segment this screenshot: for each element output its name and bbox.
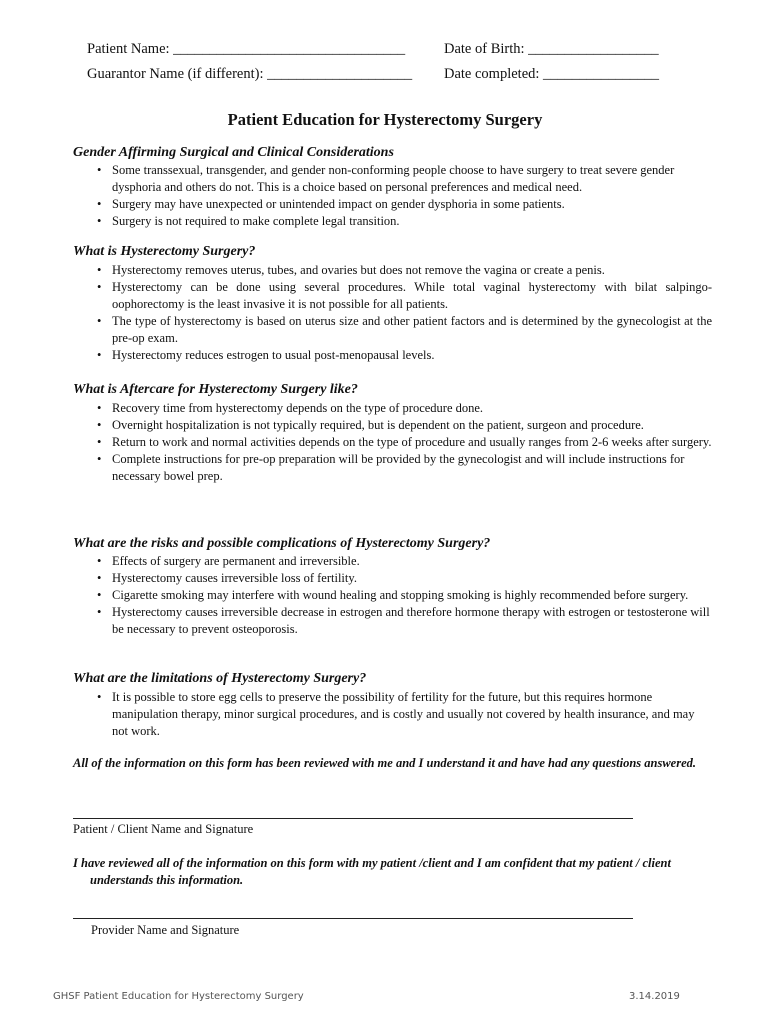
section-heading-risks: What are the risks and possible complications of Hysterectomy Surgery? (73, 536, 491, 551)
document-title: Patient Education for Hysterectomy Surgery (227, 110, 543, 129)
section-heading-considerations: Gender Affirming Surgical and Clinical Considerations (73, 145, 394, 160)
section-heading-limitations: What are the limitations of Hysterectomy Surgery? (73, 671, 367, 686)
list-item: • Complete instructions for pre-op preparation will be provided by the gynecologist and will include instructions for necessary bowel prep. (92, 451, 712, 485)
section-heading-what-is: What is Hysterectomy Surgery? (73, 244, 256, 259)
list-item: • Hysterectomy removes uterus, tubes, and ovaries but does not remove the vagina or create a penis. (92, 262, 712, 279)
date-of-birth-field[interactable]: Date of Birth: __________________ (444, 41, 659, 57)
list-item: • Effects of surgery are permanent and irreversible. (92, 553, 712, 570)
list-item: • Surgery may have unexpected or unintended impact on gender dysphoria in some patients. (92, 196, 712, 213)
considerations-list (92, 162, 712, 230)
provider-signature-line[interactable] (73, 918, 633, 919)
section-heading-aftercare: What is Aftercare for Hysterectomy Surgery like? (73, 382, 358, 397)
date-completed-field[interactable]: Date completed: ________________ (444, 66, 660, 82)
provider-acknowledgement: I have reviewed all of the information on this form with my patient /client and I am confident that my patient / client understands this information. (73, 856, 671, 887)
limitations-list (92, 689, 712, 740)
footer-document-name: GHSF Patient Education for Hysterectomy Surgery (53, 991, 304, 1002)
aftercare-list (92, 400, 712, 485)
what-is-list (92, 262, 712, 364)
list-item: • Surgery is not required to make complete legal transition. (92, 213, 712, 230)
guarantor-name-field[interactable]: Guarantor Name (if different): ____________________ (87, 66, 413, 82)
list-item: • Recovery time from hysterectomy depends on the type of procedure done. (92, 400, 712, 417)
patient-signature-line[interactable] (73, 818, 633, 819)
list-item: • Hysterectomy causes irreversible loss of fertility. (92, 570, 712, 587)
list-item: • Return to work and normal activities depends on the type of procedure and usually ranges from 2-6 weeks after surgery. (92, 434, 712, 451)
list-item: • The type of hysterectomy is based on uterus size and other patient factors and is determined by the gynecologist at the pre-op exam. (92, 313, 712, 347)
list-item: • Overnight hospitalization is not typically required, but is dependent on the patient, surgeon and procedure. (92, 417, 712, 434)
patient-name-field[interactable]: Patient Name: ________________________________ (87, 41, 406, 57)
patient-signature-label: Patient / Client Name and Signature (73, 822, 254, 836)
list-item: • Hysterectomy reduces estrogen to usual post-menopausal levels. (92, 347, 712, 364)
list-item: • It is possible to store egg cells to preserve the possibility of fertility for the future, but this requires hormone manipulation therapy, minor surgical procedures, and is costly and usually not covered by health insurance, and may not work. (92, 689, 712, 740)
footer-date: 3.14.2019 (629, 991, 680, 1002)
provider-signature-label: Provider Name and Signature (91, 923, 240, 937)
patient-acknowledgement: All of the information on this form has been reviewed with me and I understand it and have had any questions answered. (73, 756, 697, 770)
list-item: • Hysterectomy causes irreversible decrease in estrogen and therefore hormone therapy with estrogen or testosterone will be necessary to prevent osteoporosis. (92, 604, 712, 638)
list-item: • Some transsexual, transgender, and gender non-conforming people choose to have surgery to treat severe gender dysphoria and others do not. This is a choice based on personal preferences and medical need. (92, 162, 712, 196)
list-item: • Cigarette smoking may interfere with wound healing and stopping smoking is highly recommended before surgery. (92, 587, 712, 604)
list-item: • Hysterectomy can be done using several procedures. While total vaginal hysterectomy with bilat salpingo-oophorectomy is the least invasive it is not possible for all patients. (92, 279, 712, 313)
risks-list (92, 553, 712, 638)
